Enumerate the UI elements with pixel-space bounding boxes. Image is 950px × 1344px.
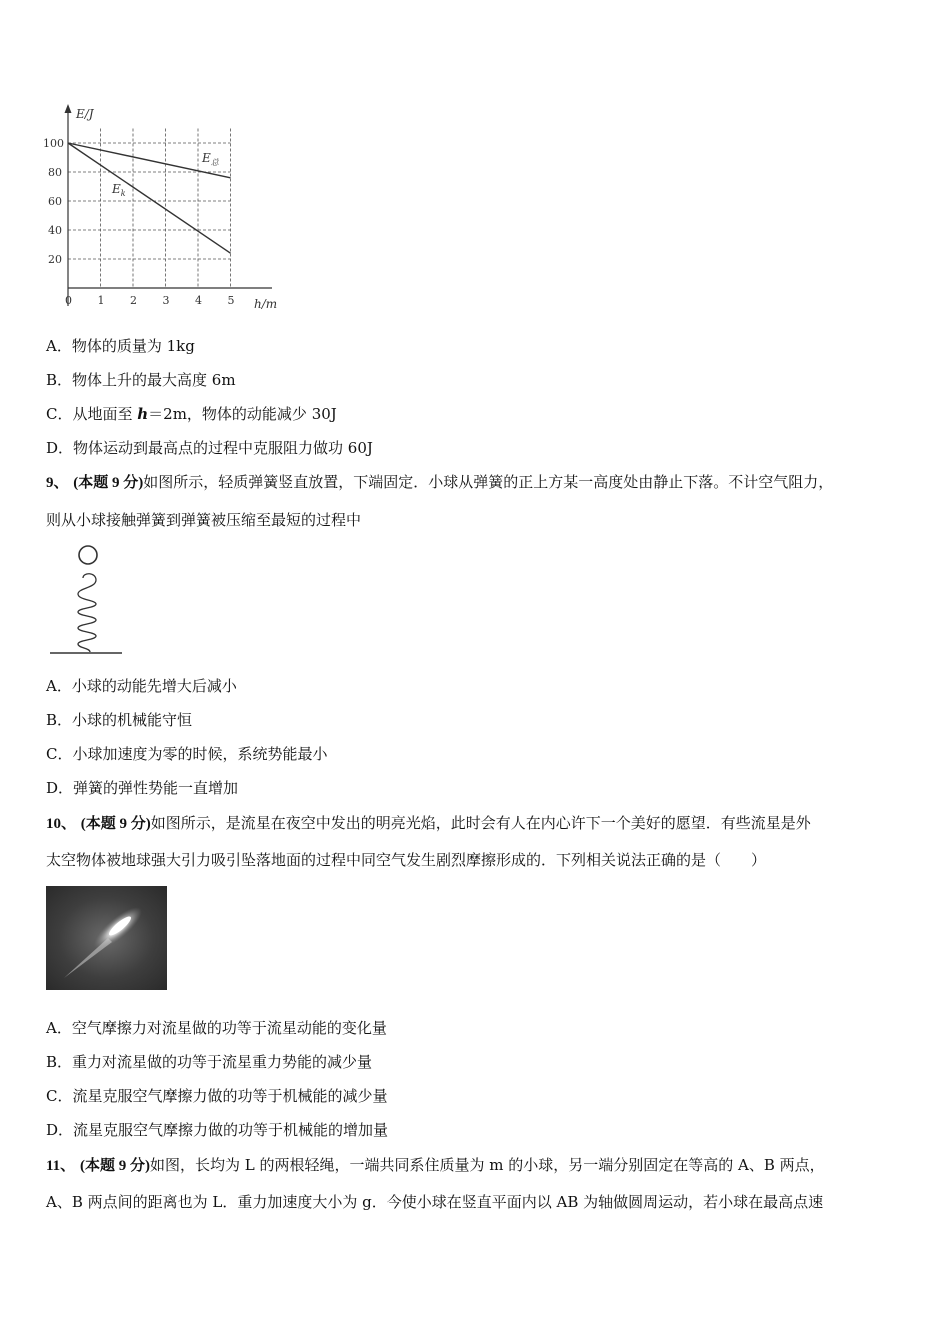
q10-option-d: D．流星克服空气摩擦力做的功等于机械能的增加量 — [46, 1121, 389, 1139]
spring-coil — [78, 574, 96, 652]
meteor-streak — [46, 886, 167, 990]
q10-score: (本题 9 分) — [80, 816, 151, 832]
x-axis-label: h/m — [254, 297, 278, 311]
ball — [79, 546, 97, 564]
q8-option-c-var: h — [137, 405, 149, 423]
q11-score: (本题 9 分) — [79, 1158, 150, 1174]
q9-option-a: A．小球的动能先增大后减小 — [46, 677, 237, 695]
energy-height-graph — [40, 98, 290, 318]
q10-option-b: B．重力对流星做的功等于流星重力势能的减少量 — [46, 1053, 373, 1071]
y-tick-label: 20 — [48, 253, 62, 266]
q11-stem-line2: A、B 两点间的距离也为 L．重力加速度大小为 g．今使小球在竖直平面内以 AB 为轴做圆周运动，若小球在最高点速 — [46, 1193, 824, 1211]
series-label-e-total: $E_总$ — [202, 151, 219, 167]
y-tick-label: 60 — [48, 195, 62, 208]
spring-ball-figure — [46, 538, 126, 658]
q9-score: (本题 9 分) — [73, 475, 144, 491]
q9-stem-line1 — [46, 472, 833, 493]
q8-option-c — [46, 404, 337, 424]
q10-option-a: A．空气摩擦力对流星做的功等于流星动能的变化量 — [46, 1019, 387, 1037]
q11-stem-line1 — [46, 1155, 825, 1176]
q8-option-b: B．物体上升的最大高度 6m — [46, 371, 236, 389]
x-tick-label: 0 — [65, 294, 72, 307]
q10-option-c: C．流星克服空气摩擦力做的功等于机械能的减少量 — [46, 1087, 388, 1105]
meteor-photo — [46, 886, 167, 990]
x-tick-labels — [65, 294, 235, 307]
q11-number: 11、 — [46, 1158, 76, 1174]
q8-option-d: D．物体运动到最高点的过程中克服阻力做功 60J — [46, 439, 373, 457]
y-tick-label: 40 — [48, 224, 62, 237]
q10-stem-line2: 太空物体被地球强大引力吸引坠落地面的过程中同空气发生剧烈摩擦形成的．下列相关说法正确的是（ ） — [46, 851, 767, 869]
q8-option-c-pre: C．从地面至 — [46, 405, 138, 423]
q9-option-c: C．小球加速度为零的时候，系统势能最小 — [46, 745, 328, 763]
x-tick-label: 2 — [130, 294, 137, 307]
q10-stem-line1 — [46, 813, 811, 834]
q10-number: 10、 — [46, 816, 77, 832]
q9-number: 9、 — [46, 475, 69, 491]
y-tick-label: 80 — [48, 166, 62, 179]
y-tick-label: 100 — [43, 137, 64, 150]
x-tick-label: 5 — [227, 294, 235, 307]
q8-option-c-post: ＝2m，物体的动能减少 30J — [148, 405, 337, 423]
q9-stem1: 如图所示，轻质弹簧竖直放置，下端固定．小球从弹簧的正上方某一高度处由静止下落。不计空气阻力， — [143, 473, 834, 491]
q8-option-a: A．物体的质量为 1kg — [46, 337, 195, 355]
x-tick-label: 4 — [195, 294, 202, 307]
series-label-ek: $E_k$ — [112, 182, 126, 198]
y-axis-arrow — [65, 104, 72, 113]
q11-stem1: 如图，长均为 L 的两根轻绳，一端共同系住质量为 m 的小球，另一端分别固定在等高的 A、B 两点， — [149, 1156, 825, 1174]
y-tick-labels — [43, 137, 64, 266]
q9-option-d: D．弹簧的弹性势能一直增加 — [46, 779, 239, 797]
q9-stem-line2: 则从小球接触弹簧到弹簧被压缩至最短的过程中 — [46, 511, 362, 529]
y-axis-label: E/J — [76, 107, 94, 121]
x-tick-label: 1 — [97, 294, 105, 307]
x-tick-label: 3 — [162, 294, 170, 307]
q9-option-b: B．小球的机械能守恒 — [46, 711, 193, 729]
q10-stem1: 如图所示，是流星在夜空中发出的明亮光焰，此时会有人在内心许下一个美好的愿望．有些流星是外 — [150, 814, 811, 832]
